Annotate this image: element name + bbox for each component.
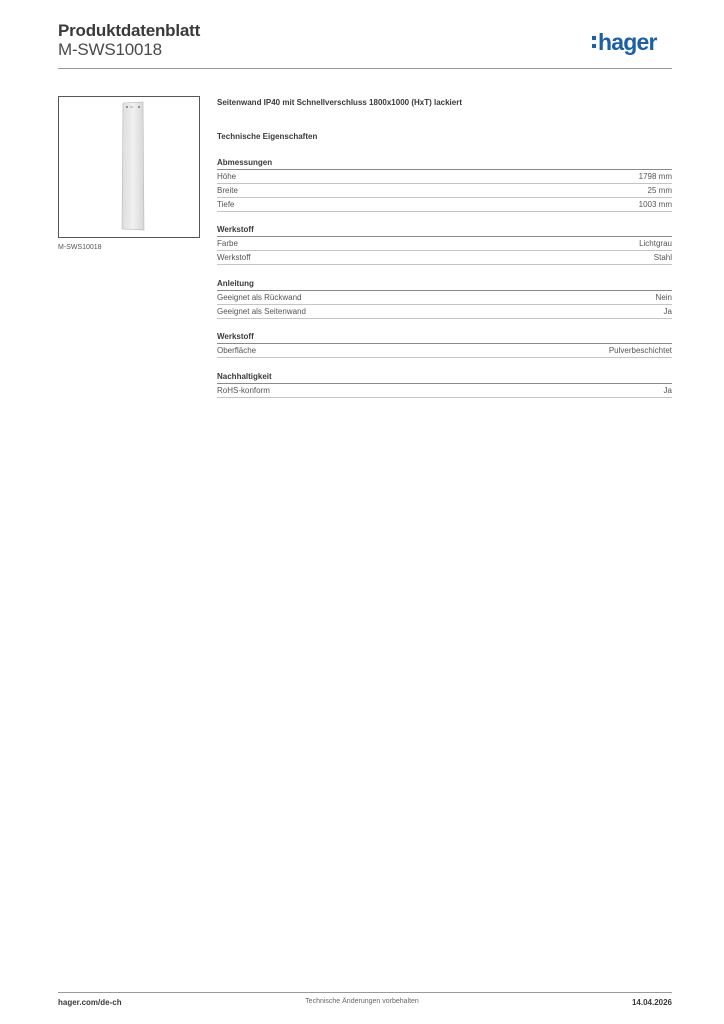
property-label: Werkstoff <box>217 253 251 262</box>
property-row <box>217 170 672 184</box>
svg-text:hager: hager <box>598 29 657 55</box>
property-label: Geeignet als Rückwand <box>217 293 302 302</box>
group-title: Werkstoff <box>217 330 672 344</box>
group-title: Nachhaltigkeit <box>217 370 672 384</box>
group-werkstoff-oberflaeche <box>217 330 672 358</box>
property-row <box>217 344 672 358</box>
group-werkstoff <box>217 223 672 265</box>
footer-notice: Technische Änderungen vorbehalten <box>305 998 419 1005</box>
footer-divider <box>58 992 672 993</box>
property-label: RoHS-konform <box>217 386 270 395</box>
group-title: Abmessungen <box>217 156 672 170</box>
footer-date: 14.04.2026 <box>631 998 672 1007</box>
technical-properties-heading: Technische Eigenschaften <box>217 132 318 141</box>
property-label: Geeignet als Seitenwand <box>217 307 306 316</box>
group-title: Anleitung <box>217 277 672 291</box>
property-value: Stahl <box>653 253 672 262</box>
property-value: Nein <box>655 293 672 302</box>
property-label: Farbe <box>217 239 238 248</box>
property-row <box>217 251 672 265</box>
property-row <box>217 198 672 212</box>
property-label: Oberfläche <box>217 346 257 355</box>
document-subtitle: M-SWS10018 <box>58 40 162 59</box>
hager-logo <box>592 26 672 58</box>
property-value: 1798 mm <box>638 172 672 181</box>
property-value: Pulverbeschichtet <box>608 346 672 355</box>
property-row <box>217 384 672 398</box>
property-value: Ja <box>663 386 672 395</box>
property-label: Breite <box>217 186 238 195</box>
property-value: Lichtgrau <box>639 239 672 248</box>
property-row <box>217 305 672 319</box>
document-title: Produktdatenblatt <box>58 21 201 40</box>
property-row <box>217 291 672 305</box>
side-panel-illustration <box>121 101 145 231</box>
property-label: Tiefe <box>217 200 235 209</box>
property-value: Ja <box>663 307 672 316</box>
page-header <box>58 20 672 70</box>
group-abmessungen <box>217 156 672 212</box>
header-divider <box>58 68 672 69</box>
group-nachhaltigkeit <box>217 370 672 398</box>
product-image <box>58 96 200 238</box>
property-row <box>217 184 672 198</box>
product-description: Seitenwand IP40 mit Schnellverschluss 1800x1000 (HxT) lackiert <box>217 98 463 107</box>
group-title: Werkstoff <box>217 223 672 237</box>
property-label: Höhe <box>217 172 237 181</box>
property-value: 1003 mm <box>638 200 672 209</box>
property-row <box>217 237 672 251</box>
property-value: 25 mm <box>647 186 672 195</box>
image-caption: M-SWS10018 <box>58 244 102 251</box>
footer-website-link[interactable]: hager.com/de-ch <box>58 998 122 1007</box>
group-anleitung <box>217 277 672 319</box>
